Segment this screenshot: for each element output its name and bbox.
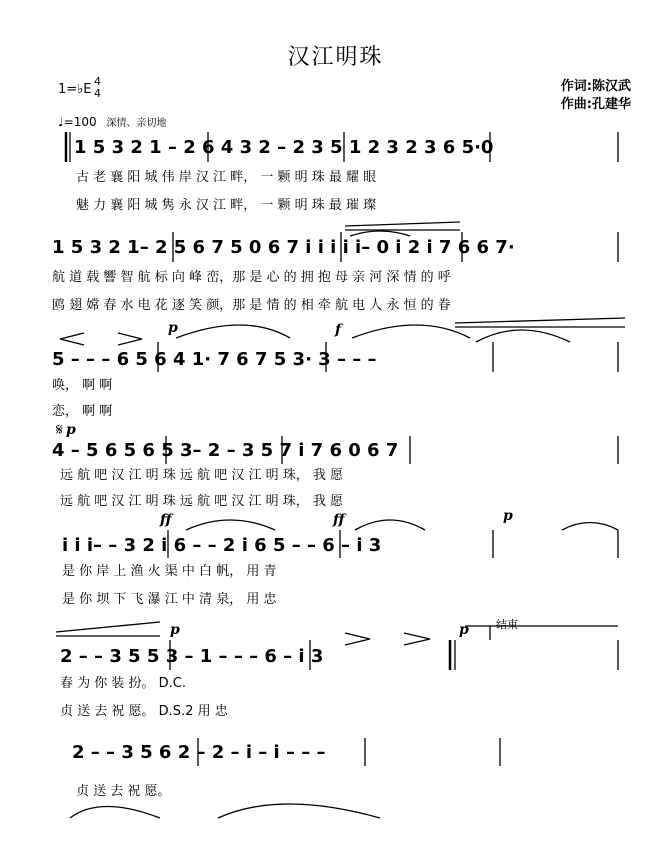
key-signature: [58, 75, 101, 100]
dynamic-mark: p: [168, 320, 178, 336]
lyricist-credit: 作词:陈汉武: [560, 79, 631, 94]
dynamic-mark: p: [503, 508, 513, 524]
lyrics-row-2-verse-2: 鸥 翅 嫦 春 水 电 花 逐 笑 颜，那 是 情 的 相 牵 航 电 人 永 恒 的 眷: [52, 298, 451, 313]
dynamic-mark: p: [170, 622, 180, 638]
notation-row-1: 1 5 3 2 1 – 2 6 4 3 2 – 2 3 5 1 2 3 2 3 6 5·0: [74, 137, 494, 158]
lyrics-row-2-verse-1: 航 道 载 響 智 航 标 向 峰 峦，那 是 心 的 拥 抱 母 亲 河 深 情 的 呼: [52, 270, 451, 285]
dynamic-mark: ff: [160, 512, 172, 528]
lyrics-row-7-verse-1: 贞 送 去 祝 愿。: [76, 784, 171, 799]
lyrics-row-5-verse-1: 是 你 岸 上 渔 火 渠 中 白 帆， 用 青: [62, 564, 277, 579]
dynamic-mark: p: [459, 622, 469, 638]
lyrics-row-6-verse-1: 春 为 你 装 扮。 D.C.: [60, 676, 187, 691]
dynamic-mark: p: [66, 422, 76, 438]
notation-row-2: 1 5 3 2 1– 2 5 6 7 5 0 6 7 i i i i i– 0 i 2 i 7 6 6 7·: [52, 237, 515, 258]
notation-row-6: 2 – – 3 5 5 3 – 1 – – – 6 – i 3: [60, 646, 324, 667]
credits: [561, 78, 631, 114]
notation-row-7: 2 – – 3 5 6 2 – 2 – i – i – – –: [72, 742, 326, 763]
lyrics-row-5-verse-2: 是 你 坝 下 飞 瀑 江 中 清 泉， 用 忠: [62, 592, 277, 607]
lyrics-row-1-verse-1: 古 老 襄 阳 城 伟 岸 汉 江 畔， 一 颗 明 珠 最 耀 眼: [76, 170, 377, 185]
lyrics-row-3-verse-2: 恋， 啊 啊: [52, 404, 113, 419]
lyrics-row-3-verse-1: 唤， 啊 啊: [52, 378, 113, 393]
dynamic-mark: f: [335, 322, 342, 338]
notation-row-4: 4 – 5 6 5 6 5 3– 2 – 3 5 7 i 7 6 0 6 7: [52, 440, 399, 461]
meter-top: 4: [94, 75, 101, 88]
meter-bottom: 4: [94, 87, 101, 100]
expression-mark: 深情、亲切地: [106, 118, 167, 129]
lyrics-row-1-verse-2: 魅 力 襄 阳 城 隽 永 汉 江 畔， 一 颗 明 珠 最 璀 璨: [76, 198, 377, 213]
lyrics-row-4-verse-1: 远 航 吧 汉 江 明 珠 远 航 吧 汉 江 明 珠， 我 愿: [60, 468, 343, 483]
key-label: 1=♭E: [58, 82, 92, 97]
lyrics-row-6-verse-2: 贞 送 去 祝 愿。 D.S.2 用 忠: [60, 704, 228, 719]
lyrics-row-4-verse-2: 远 航 吧 汉 江 明 珠 远 航 吧 汉 江 明 珠， 我 愿: [60, 494, 343, 509]
page-title: 汉江明珠: [287, 45, 384, 70]
segno-icon: 𝄋: [56, 420, 63, 439]
tempo-value: ♩=100: [58, 115, 97, 129]
composer-credit: 作曲:孔建华: [560, 97, 631, 112]
dynamic-mark: ff: [333, 512, 345, 528]
tempo-marking: [58, 114, 166, 129]
fine-label: 结束: [496, 618, 518, 631]
time-signature: [94, 76, 101, 100]
notation-row-3: 5 – – – 6 5 6 4 1· 7 6 7 5 3· 3 – – –: [52, 349, 377, 370]
notation-row-5: i i i– – 3 2 i 6 – – 2 i 6 5 – – 6 – i 3: [62, 535, 382, 556]
